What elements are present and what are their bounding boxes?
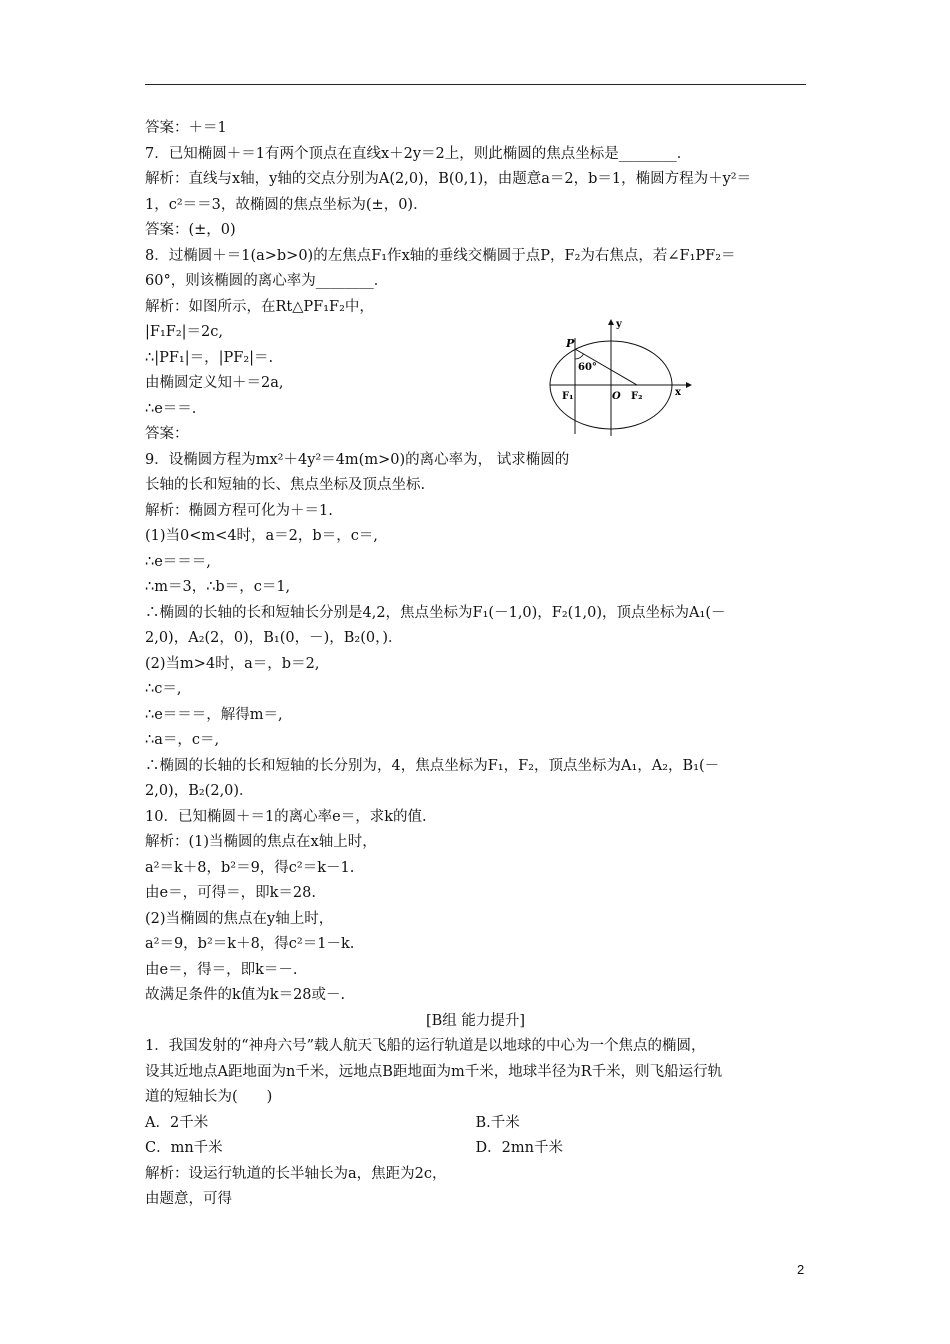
- text-line: 由题意，可得: [145, 1191, 232, 1207]
- text-line: 解析：椭圆方程可化为＋＝1.: [145, 502, 333, 519]
- text-line: 1．我国发射的“神舟六号”载人航天飞船的运行轨道是以地球的中心为一个焦点的椭圆，: [145, 1038, 706, 1054]
- text-line: 答案：＋＝1: [145, 120, 227, 136]
- options-row: [145, 1111, 806, 1137]
- page-content: [145, 116, 806, 1213]
- point-p-label: P: [566, 337, 575, 350]
- f1-label: F₁: [562, 391, 574, 402]
- text-line: 由e＝，得＝，即k＝－.: [145, 961, 298, 978]
- text-line: a²＝k＋8，b²＝9，得c²＝k－1.: [145, 859, 355, 876]
- text-line: (2)当m>4时，a＝，b＝2,: [145, 655, 320, 672]
- text-line: 8．过椭圆＋＝1(a>b>0)的左焦点F₁作x轴的垂线交椭圆于点P，F₂为右焦点，若∠F₁PF₂＝: [145, 247, 736, 264]
- header-rule: [145, 84, 806, 85]
- text-line: 9．设椭圆方程为mx²＋4y²＝4m(m>0)的离心率为， 试求椭圆的: [145, 451, 570, 468]
- text-line: 解析：直线与x轴，y轴的交点分别为A(2,0)，B(0,1)，由题意a＝2，b＝1，椭圆方程为＋y²＝: [145, 171, 752, 187]
- text-line: ∴椭圆的长轴的长和短轴的长分别为，4，焦点坐标为F₁，F₂，顶点坐标为A₁，A₂，B₁(－: [145, 757, 720, 774]
- text-line: 答案：(±，0): [145, 222, 236, 238]
- angle-label: 60°: [578, 362, 597, 373]
- text-line: (1)当0<m<4时，a＝2，b＝，c＝,: [145, 528, 378, 544]
- option-a: A．2千米: [145, 1114, 209, 1131]
- text-line: 10．已知椭圆＋＝1的离心率e＝，求k的值.: [145, 808, 427, 825]
- text-line: ∴椭圆的长轴的长和短轴长分别是4,2，焦点坐标为F₁(－1,0)，F₂(1,0)，顶点坐标为A₁(－: [145, 604, 726, 621]
- page-number: 2: [797, 1262, 805, 1277]
- ellipse-figure: [545, 318, 695, 438]
- text-line: 60°，则该椭圆的离心率为________．: [145, 273, 389, 289]
- text-line: 解析：如图所示，在Rt△PF₁F₂中，: [145, 298, 374, 315]
- text-line: ∴e＝＝.: [145, 400, 197, 417]
- text-line: 故满足条件的k值为k＝28或－.: [145, 987, 346, 1003]
- angle-arc: [575, 354, 584, 359]
- option-c: C．mn千米: [145, 1140, 223, 1156]
- origin-label: O: [612, 391, 621, 402]
- text-line: (2)当椭圆的焦点在y轴上时，: [145, 910, 334, 927]
- text-line: 答案：: [145, 426, 189, 442]
- option-b: B.千米: [475, 1114, 520, 1131]
- text-line: 7．已知椭圆＋＝1有两个顶点在直线x＋2y＝2上，则此椭圆的焦点坐标是________．: [145, 145, 692, 162]
- y-label: y: [616, 319, 622, 330]
- f2-label: F₂: [631, 391, 643, 402]
- text-line: |F₁F₂|＝2c,: [145, 324, 223, 340]
- text-line: ∴e＝＝＝,: [145, 553, 211, 570]
- option-d: D．2mn千米: [475, 1140, 563, 1156]
- x-label: x: [675, 387, 681, 398]
- text-line: 道的短轴长为( ): [145, 1089, 273, 1105]
- text-line: ∴|PF₁|＝，|PF₂|＝.: [145, 349, 274, 366]
- text-line: ∴m＝3，∴b＝，c＝1,: [145, 579, 291, 595]
- section-heading: [B组 能力提升]: [425, 1012, 526, 1029]
- text-line: ∴e＝＝＝，解得m＝,: [145, 706, 283, 723]
- text-line: ∴c＝,: [145, 681, 182, 697]
- text-line: 由椭圆定义知＋＝2a,: [145, 375, 284, 391]
- text-line: 2,0)，B₂(2,0)．: [145, 783, 254, 799]
- text-line: 2,0)，A₂(2，0)，B₁(0，－)，B₂(0，)．: [145, 630, 403, 646]
- text-line: ∴a＝，c＝,: [145, 732, 220, 748]
- text-line: 长轴的长和短轴的长、焦点坐标及顶点坐标.: [145, 477, 426, 493]
- text-line: 解析：设运行轨道的长半轴长为a，焦距为2c，: [145, 1165, 447, 1182]
- options-row: [145, 1136, 806, 1162]
- text-line: 解析：(1)当椭圆的焦点在x轴上时，: [145, 834, 377, 850]
- text-line: 设其近地点A距地面为n千米，远地点B距地面为m千米，地球半径为R千米，则飞船运行轨: [145, 1063, 723, 1080]
- text-line: 1，c²＝＝3，故椭圆的焦点坐标为(±，0)．: [145, 196, 428, 213]
- text-line: 由e＝，可得＝，即k＝28.: [145, 885, 316, 901]
- text-line: a²＝9，b²＝k＋8，得c²＝1－k.: [145, 936, 355, 952]
